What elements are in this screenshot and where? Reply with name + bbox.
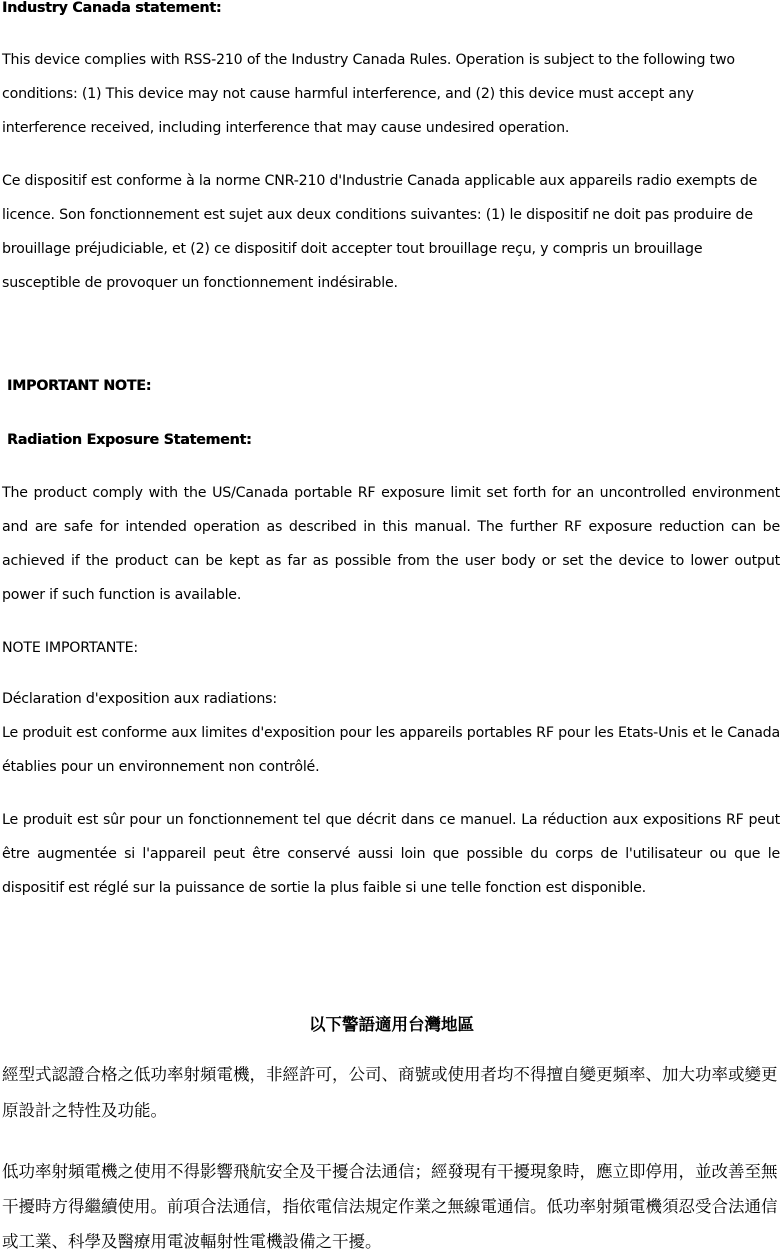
taiwan-warning-title: 以下警語適用台灣地區 (309, 1015, 474, 1034)
radiation-exposure-paragraph: The product comply with the US/Canada portable RF exposure limit set forth for an uncontrolled environment and are safe for intended operation as described in this manual. The further RF exposure reduction can be achieved if the product can be kept as far as possible from the user body or set the device to lower output power if such function is available. (2, 485, 780, 603)
important-note-heading: IMPORTANT NOTE: (7, 378, 152, 394)
ic-statement-heading: Industry Canada statement: (2, 0, 222, 16)
taiwan-warning-paragraph-1: 經型式認證合格之低功率射頻電機，非經許可，公司、商號或使用者均不得擅自變更頻率、加大功率或變更原設計之特性及功能。 (2, 1065, 778, 1120)
note-importante-heading: NOTE IMPORTANTE: (2, 640, 138, 656)
radiation-exposure-heading: Radiation Exposure Statement: (7, 432, 252, 448)
ic-french-paragraph: Ce dispositif est conforme à la norme CNR-210 d'Industrie Canada applicable aux appareils radio exempts de licence. Son fonctionnement est sujet aux deux conditions suivantes: (1) le dispositif ne doit pas produire de brouillage préjudiciable, et (2) ce dispositif doit accepter tout brouillage reçu, y compris un brouillage susceptible de provoquer un fonctionnement indésirable. (2, 173, 758, 291)
declaration-title: Déclaration d'exposition aux radiations: (2, 691, 277, 707)
taiwan-warning-paragraph-2: 低功率射頻電機之使用不得影響飛航安全及干擾合法通信；經發現有干擾現象時，應立即停用，並改善至無干擾時方得繼續使用。前項合法通信，指依電信法規定作業之無線電通信。低功率射頻電機須忍受合法通信或工業、科學及醫療用電波輻射性電機設備之干擾。 (2, 1162, 778, 1251)
note-importante-paragraph-1: Le produit est conforme aux limites d'exposition pour les appareils portables RF pour les Etats-Unis et le Canada établies pour un environnement non contrôlé. (2, 725, 780, 775)
ic-english-paragraph: This device complies with RSS-210 of the Industry Canada Rules. Operation is subject to the following two conditions: (1) This device may not cause harmful interference, and (2) this device must accept any interference received, including interference that may cause undesired operation. (2, 52, 735, 136)
note-importante-paragraph-2: Le produit est sûr pour un fonctionnement tel que décrit dans ce manuel. La réduction aux expositions RF peut être augmentée si l'appareil peut être conservé aussi loin que possible du corps de l'utilisateur ou que le dispositif est réglé sur la puissance de sortie la plus faible si une telle fonction est disponible. (2, 812, 780, 896)
